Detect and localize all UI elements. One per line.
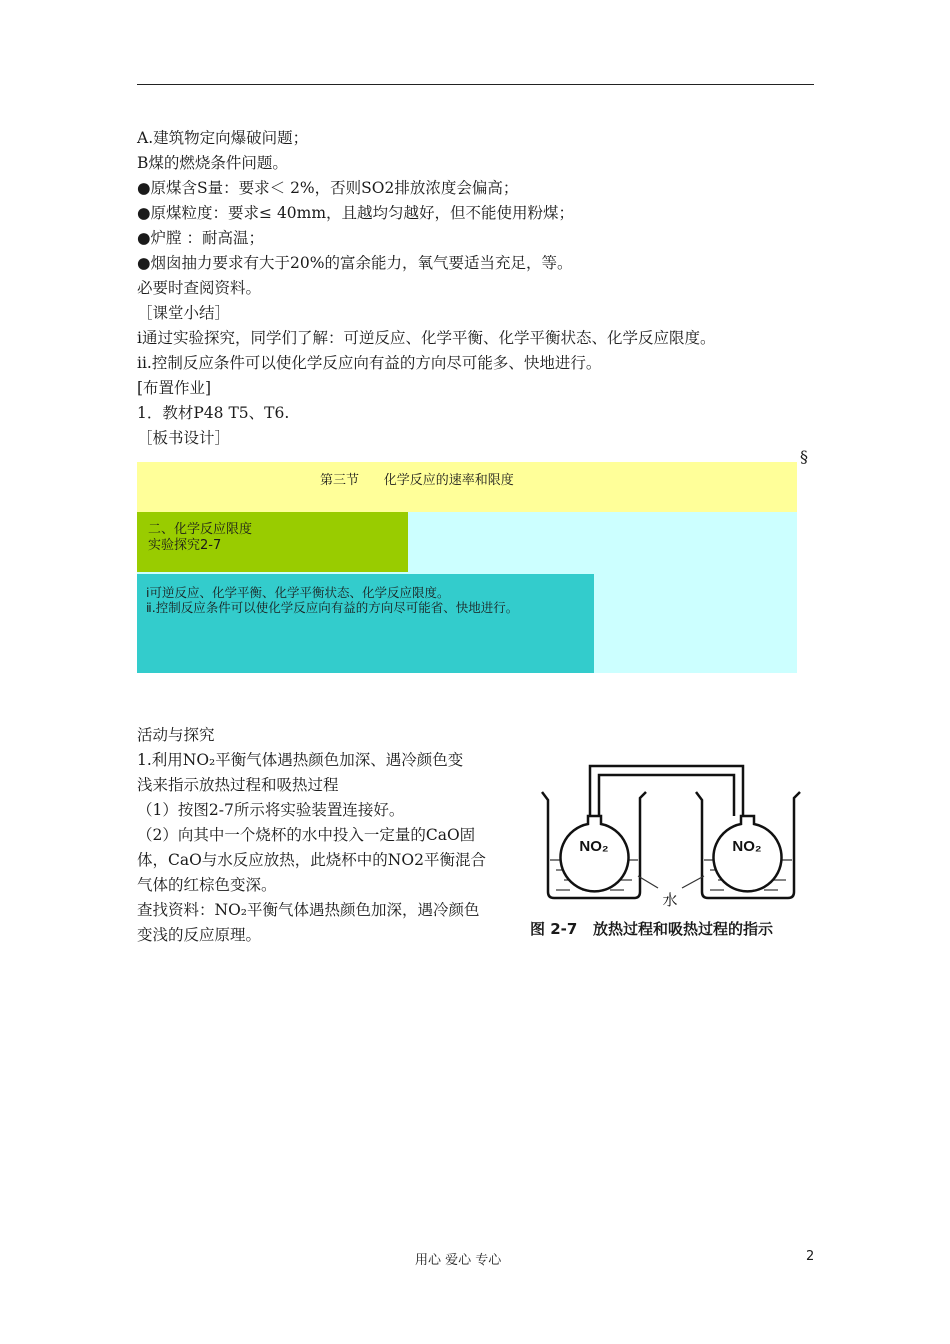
- figure-caption: 图 2-7 放热过程和吸热过程的指示: [530, 920, 773, 938]
- beaker-diagram: [530, 748, 815, 913]
- text-line: i通过实验探究，同学们了解：可逆反应、化学平衡、化学平衡状态、化学反应限度。: [137, 329, 716, 347]
- flask-label-right: NO₂: [732, 838, 762, 855]
- text-line: 气体的红棕色变深。: [137, 876, 277, 894]
- text-line: A.建筑物定向爆破问题；: [137, 129, 309, 147]
- board-green-box: [137, 512, 408, 572]
- board-teal-line: ⅱ.控制反应条件可以使化学反应向有益的方向尽可能省、快地进行。: [146, 600, 519, 615]
- text-line: ●炉膛 ：耐高温；: [137, 229, 264, 247]
- text-line: （2）向其中一个烧杯的水中投入一定量的CaO固: [137, 826, 476, 844]
- activity-heading: 活动与探究: [137, 726, 215, 744]
- board-teal-box: [137, 574, 594, 673]
- board-header: [137, 462, 797, 512]
- section-heading: [布置作业]: [137, 379, 212, 397]
- section-mark: §: [800, 447, 808, 466]
- page-number: 2: [806, 1249, 815, 1264]
- text-line: 浅来指示放热过程和吸热过程: [137, 776, 339, 794]
- text-line: 查找资料：NO₂平衡气体遇热颜色加深，遇冷颜色: [137, 901, 480, 919]
- water-label: 水: [662, 891, 678, 909]
- section-heading: ［课堂小结］: [137, 304, 231, 322]
- text-line: 1．教材P48 T5、T6.: [137, 404, 290, 422]
- header-rule: [137, 84, 814, 85]
- text-line: B煤的燃烧条件问题。: [137, 154, 288, 172]
- text-line: 体，CaO与水反应放热，此烧杯中的NO2平衡混合: [137, 851, 486, 869]
- text-line: ●原煤粒度：要求≤ 40mm，且越均匀越好，但不能使用粉煤；: [137, 204, 575, 222]
- text-line: ●烟囱抽力要求有大于20%的富余能力，氧气要适当充足，等。: [137, 254, 573, 272]
- text-line: （1）按图2-7所示将实验装置连接好。: [137, 801, 405, 819]
- section-heading: ［板书设计］: [137, 429, 231, 447]
- text-line: 1.利用NO₂平衡气体遇热颜色加深、遇冷颜色变: [137, 751, 464, 769]
- blackboard-design: [137, 462, 797, 673]
- apparatus-figure: [530, 748, 815, 943]
- board-teal-line: ⅰ可逆反应、化学平衡、化学平衡状态、化学反应限度。: [146, 585, 450, 600]
- text-line: ii.控制反应条件可以使化学反应向有益的方向尽可能多、快地进行。: [137, 354, 602, 372]
- board-green-line: 二、化学反应限度: [148, 522, 253, 537]
- board-title: 第三节 化学反应的速率和限度: [320, 473, 514, 488]
- text-line: ●原煤含S量：要求＜ 2%，否则SO2排放浓度会偏高；: [137, 179, 519, 197]
- footer-text: 用心 爱心 专心: [415, 1253, 502, 1268]
- flask-label-left: NO₂: [579, 838, 609, 855]
- text-line: 变浅的反应原理。: [137, 926, 262, 944]
- text-line: 必要时查阅资料。: [137, 279, 262, 297]
- board-green-line: 实验探究2-7: [148, 538, 222, 553]
